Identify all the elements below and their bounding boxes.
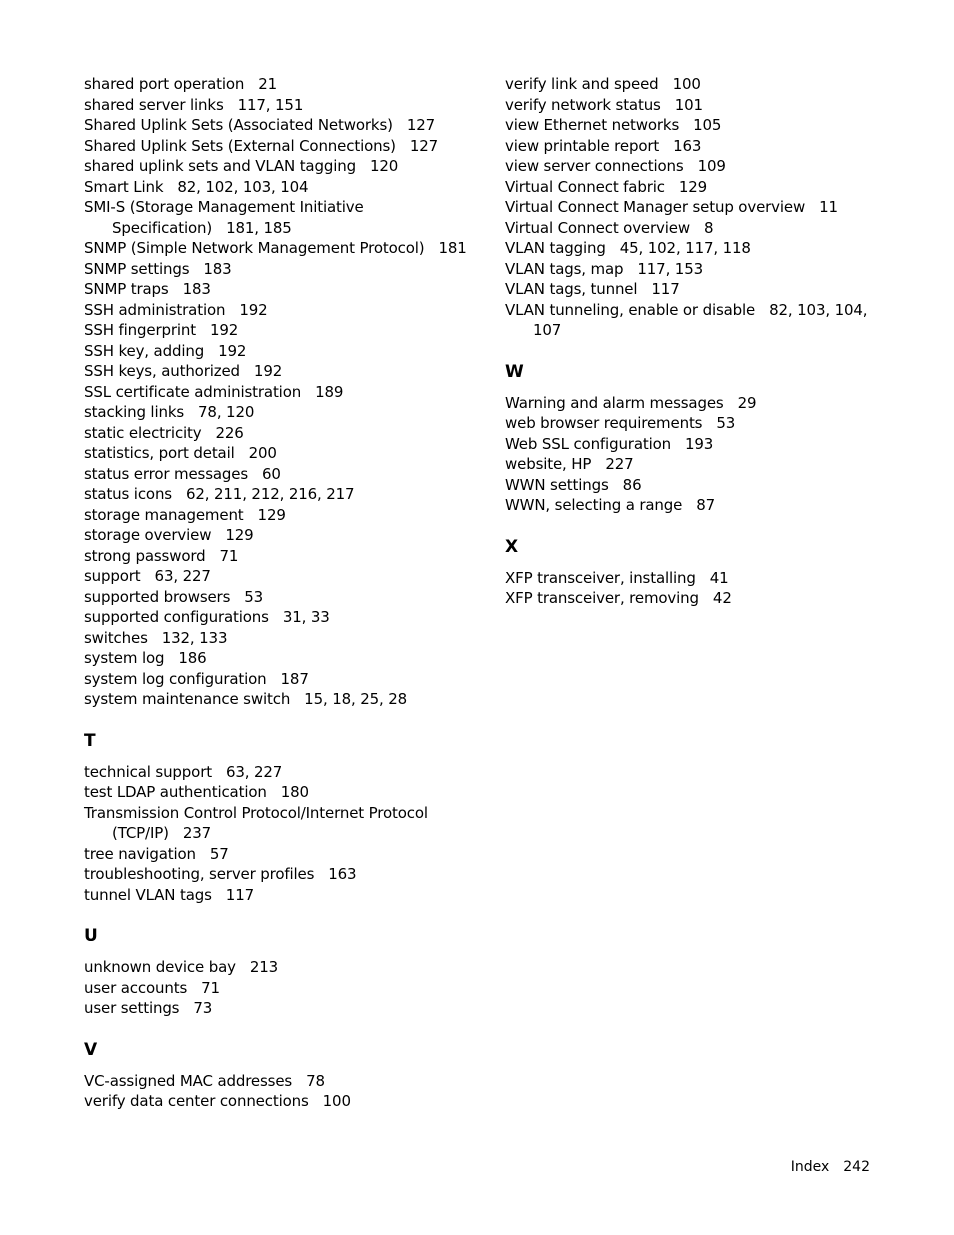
index-entry	[84, 885, 484, 906]
index-page-refs: 86	[622, 475, 642, 494]
index-page-refs: 63, 227	[154, 567, 211, 585]
index-term: view server connections	[505, 157, 684, 175]
index-page-refs: 237	[182, 824, 212, 842]
index-page-refs: 53	[716, 414, 736, 432]
index-page-refs: 200	[248, 444, 277, 462]
index-page-refs: 82, 103, 104, 107	[533, 300, 868, 339]
index-entry	[505, 454, 885, 475]
index-entry	[505, 259, 885, 280]
index-entry	[84, 762, 484, 783]
index-entry	[505, 218, 885, 239]
index-term: tree navigation	[84, 844, 196, 863]
index-entry	[84, 546, 484, 567]
index-entry	[505, 238, 885, 259]
index-entry	[84, 587, 484, 608]
index-entry	[84, 525, 484, 546]
index-page-refs: 117	[225, 885, 254, 904]
index-term: SNMP settings	[84, 259, 190, 278]
index-page-refs: 62, 211, 212, 216, 217	[185, 485, 355, 503]
index-entry	[84, 177, 484, 198]
index-entry	[505, 588, 885, 609]
index-term: storage overview	[84, 526, 212, 544]
index-term: test LDAP authentication	[84, 783, 267, 801]
index-entry	[84, 648, 484, 669]
index-entry	[84, 382, 484, 403]
index-entry	[84, 402, 484, 423]
index-term: shared port operation	[84, 75, 245, 93]
index-entry	[505, 475, 885, 496]
index-entry	[505, 300, 885, 341]
index-entry	[505, 434, 885, 455]
index-entry	[505, 156, 885, 177]
section-heading-u: U	[84, 926, 98, 946]
index-section-u	[84, 957, 484, 1019]
index-page-refs: 71	[201, 978, 220, 997]
index-section-s	[84, 74, 484, 710]
index-entry	[84, 136, 484, 157]
index-page-refs: 63, 227	[225, 762, 283, 781]
index-entry	[84, 95, 484, 116]
index-page-refs: 183	[203, 259, 232, 278]
section-heading-t: T	[84, 730, 96, 751]
index-term: verify data center connections	[84, 1092, 309, 1110]
index-page-refs: 129	[257, 505, 286, 524]
index-page-refs: 45, 102, 117, 118	[619, 239, 751, 257]
index-term: SSH keys, authorized	[84, 362, 240, 380]
index-page-refs: 71	[219, 546, 239, 565]
index-entry	[84, 505, 484, 526]
index-page-refs: 192	[218, 341, 247, 360]
index-entry	[84, 782, 484, 803]
index-term: supported configurations	[84, 608, 269, 626]
index-entry	[84, 238, 484, 259]
index-entry	[84, 628, 484, 649]
footer-section-label: Index	[790, 1159, 830, 1175]
index-page-refs: 31, 33	[282, 608, 330, 626]
index-page-refs: 53	[244, 587, 264, 606]
index-term: SMI-S (Storage Management Initiative Specification)	[84, 198, 364, 237]
index-term: XFP transceiver, removing	[505, 589, 699, 607]
index-term: SSH administration	[84, 300, 226, 319]
index-term: tunnel VLAN tags	[84, 885, 212, 904]
index-column-right	[505, 74, 885, 609]
index-term: VLAN tagging	[505, 239, 606, 257]
index-term: troubleshooting, server profiles	[84, 865, 315, 883]
index-term: Web SSL configuration	[505, 434, 671, 453]
index-term: user accounts	[84, 978, 188, 997]
index-section-v	[84, 1071, 484, 1112]
index-page-refs: 42	[712, 589, 732, 607]
index-term: strong password	[84, 546, 206, 565]
index-entry	[84, 443, 484, 464]
index-entry	[84, 998, 484, 1019]
index-page-refs: 189	[315, 382, 344, 401]
index-page-refs: 78, 120	[198, 403, 255, 421]
index-term: view Ethernet networks	[505, 116, 680, 134]
index-term: website, HP	[505, 455, 592, 473]
index-term: technical support	[84, 762, 212, 781]
index-term: static electricity	[84, 423, 202, 442]
section-heading-x: X	[505, 536, 519, 557]
index-entry	[505, 197, 885, 218]
index-page-refs: 117	[651, 280, 680, 298]
index-page-refs: 101	[674, 95, 703, 114]
index-page-refs: 29	[737, 393, 757, 412]
index-page-refs: 109	[697, 157, 726, 175]
index-section-t	[84, 762, 484, 906]
index-term: system log configuration	[84, 669, 267, 688]
index-term: WWN settings	[505, 475, 609, 494]
index-entry	[505, 279, 885, 300]
index-term: Shared Uplink Sets (Associated Networks)	[84, 116, 393, 134]
index-page-refs: 213	[249, 958, 279, 976]
index-page-refs: 193	[685, 434, 714, 453]
index-column-left	[84, 74, 484, 1112]
index-term: Warning and alarm messages	[505, 393, 724, 412]
index-page-refs: 15, 18, 25, 28	[304, 690, 408, 708]
index-page-refs: 132, 133	[161, 628, 228, 647]
index-entry	[84, 115, 484, 136]
index-page-refs: 187	[280, 669, 309, 688]
index-term: verify link and speed	[505, 75, 659, 93]
index-entry	[505, 95, 885, 116]
index-term: stacking links	[84, 403, 185, 421]
index-term: status error messages	[84, 464, 249, 483]
index-page-refs: 163	[673, 136, 702, 155]
index-page-refs: 60	[262, 464, 281, 483]
index-entry	[505, 177, 885, 198]
index-term: unknown device bay	[84, 958, 236, 976]
index-page-refs: 180	[280, 783, 309, 801]
index-term: user settings	[84, 999, 180, 1017]
index-term: web browser requirements	[505, 414, 703, 432]
index-term: Virtual Connect overview	[505, 218, 690, 237]
index-section-v-continued	[505, 74, 885, 341]
index-entry	[84, 978, 484, 999]
index-entry	[84, 864, 484, 885]
index-entry	[84, 423, 484, 444]
index-term: WWN, selecting a range	[505, 496, 683, 514]
index-page-refs: 227	[605, 455, 634, 473]
index-page-refs: 192	[209, 321, 239, 339]
index-entry	[84, 957, 484, 978]
index-entry	[84, 156, 484, 177]
index-page-refs: 73	[193, 999, 213, 1017]
index-page-refs: 192	[239, 300, 268, 319]
index-entry	[84, 279, 484, 300]
index-page-refs: 181	[438, 239, 467, 257]
index-page-refs: 129	[678, 177, 708, 196]
index-entry	[84, 566, 484, 587]
index-term: Shared Uplink Sets (External Connections)	[84, 136, 396, 155]
index-entry	[505, 136, 885, 157]
index-entry	[505, 568, 885, 589]
index-term: support	[84, 567, 141, 585]
index-page-refs: 163	[328, 865, 357, 883]
index-term: Virtual Connect fabric	[505, 177, 665, 196]
index-page-refs: 120	[369, 157, 399, 175]
index-page-refs: 8	[703, 218, 714, 237]
index-entry	[505, 115, 885, 136]
index-page-refs: 117, 153	[637, 259, 703, 278]
index-entry	[84, 74, 484, 95]
index-term: Virtual Connect Manager setup overview	[505, 198, 806, 216]
index-term: storage management	[84, 505, 244, 524]
index-term: Smart Link	[84, 177, 164, 196]
index-term: SSH fingerprint	[84, 321, 196, 339]
index-page-refs: 127	[406, 116, 435, 134]
index-entry	[505, 74, 885, 95]
index-entry	[84, 689, 484, 710]
index-entry	[505, 413, 885, 434]
index-entry	[84, 1071, 484, 1092]
index-page-refs: 183	[182, 280, 211, 298]
index-term: SNMP traps	[84, 280, 169, 298]
index-entry	[505, 393, 885, 414]
index-page-refs: 192	[253, 362, 283, 380]
index-entry	[84, 361, 484, 382]
footer-page-number: 242	[843, 1159, 870, 1175]
index-term: VC-assigned MAC addresses	[84, 1071, 293, 1090]
index-entry	[84, 259, 484, 280]
index-page-refs: 57	[209, 844, 229, 863]
index-term: XFP transceiver, installing	[505, 568, 696, 587]
index-entry	[84, 607, 484, 628]
index-term: shared uplink sets and VLAN tagging	[84, 157, 356, 175]
index-page-refs: 21	[258, 75, 278, 93]
index-page-refs: 82, 102, 103, 104	[177, 177, 309, 196]
index-term: SSL certificate administration	[84, 382, 302, 401]
index-term: status icons	[84, 485, 172, 503]
index-entry	[84, 320, 484, 341]
index-term: system log	[84, 649, 165, 667]
index-page-refs: 105	[693, 116, 722, 134]
index-term: VLAN tunneling, enable or disable	[505, 300, 756, 319]
index-entry	[84, 464, 484, 485]
index-entry	[84, 1091, 484, 1112]
index-entry	[84, 844, 484, 865]
page-footer	[791, 1158, 870, 1176]
index-section-x	[505, 568, 885, 609]
index-page-refs: 41	[709, 568, 729, 587]
index-page-refs: 100	[322, 1092, 351, 1110]
index-page-refs: 129	[225, 526, 254, 544]
index-term: SNMP (Simple Network Management Protocol)	[84, 239, 425, 257]
index-term: shared server links	[84, 95, 224, 114]
index-entry	[84, 484, 484, 505]
index-term: view printable report	[505, 136, 660, 155]
index-term: Transmission Control Protocol/Internet Protocol (TCP/IP)	[84, 803, 428, 842]
index-entry	[84, 341, 484, 362]
index-entry	[505, 495, 885, 516]
index-term: system maintenance switch	[84, 690, 291, 708]
index-term: switches	[84, 628, 148, 647]
index-term: verify network status	[505, 95, 661, 114]
index-term: supported browsers	[84, 587, 231, 606]
section-heading-w: W	[505, 361, 524, 382]
index-section-w	[505, 393, 885, 516]
index-entry	[84, 197, 484, 238]
index-entry	[84, 803, 484, 844]
index-page-refs: 78	[306, 1071, 325, 1090]
index-page-refs: 181, 185	[226, 218, 292, 237]
index-entry	[84, 300, 484, 321]
section-heading-v: V	[84, 1039, 98, 1060]
index-page-refs: 127	[409, 136, 439, 155]
index-page-refs: 87	[696, 496, 716, 514]
index-term: VLAN tags, map	[505, 259, 624, 278]
index-page-refs: 117, 151	[237, 95, 304, 114]
index-page-refs: 186	[178, 649, 207, 667]
index-term: statistics, port detail	[84, 444, 235, 462]
index-page-refs: 226	[215, 423, 244, 442]
index-term: SSH key, adding	[84, 341, 205, 360]
index-entry	[84, 669, 484, 690]
index-term: VLAN tags, tunnel	[505, 280, 638, 298]
index-page-refs: 100	[672, 75, 701, 93]
index-page-refs: 11	[819, 198, 838, 216]
